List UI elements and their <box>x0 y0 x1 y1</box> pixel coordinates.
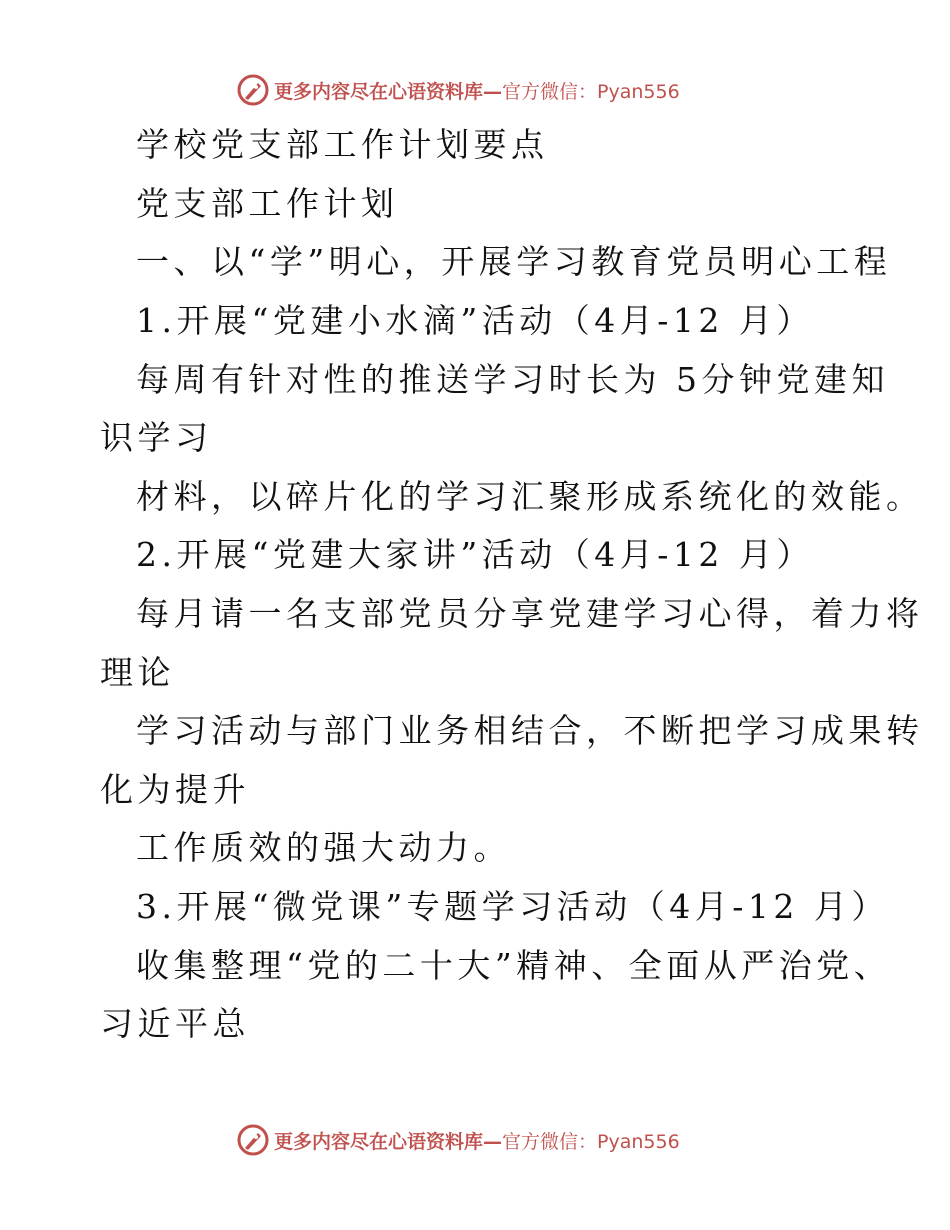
banner-wechat: 官方微信：Pyan556 <box>502 80 680 103</box>
paragraph-line: 学习活动与部门业务相结合，不断把学习成果转 <box>136 711 924 750</box>
banner-wechat: 官方微信：Pyan556 <box>502 1130 680 1153</box>
item-heading: 2.开展“党建大家讲”活动（4月-12 月） <box>136 535 814 574</box>
paragraph-line: 每周有针对性的推送学习时长为 5分钟党建知 <box>136 360 889 399</box>
banner-text: 更多内容尽在心语资料库— <box>274 80 503 103</box>
document-title: 学校党支部工作计划要点 <box>136 125 549 164</box>
paragraph-line: 习近平总 <box>100 1004 250 1043</box>
item-heading: 3.开展“微党课”专题学习活动（4月-12 月） <box>136 887 889 926</box>
paragraph-line: 收集整理“党的二十大”精神、全面从严治党、 <box>136 946 892 985</box>
pen-nib-logo-icon <box>236 1123 270 1157</box>
paragraph-line: 理论 <box>100 653 175 692</box>
pen-nib-logo-icon <box>236 73 270 107</box>
paragraph-line: 材料，以碎片化的学习汇聚形成系统化的效能。 <box>136 477 924 516</box>
paragraph-line: 每月请一名支部党员分享党建学习心得，着力将 <box>136 594 924 633</box>
header-banner <box>236 72 680 108</box>
footer-banner <box>236 1122 680 1158</box>
banner-text: 更多内容尽在心语资料库— <box>274 1130 503 1153</box>
document-subtitle: 党支部工作计划 <box>136 184 399 223</box>
section-heading: 一、以“学”明心，开展学习教育党员明心工程 <box>136 242 892 281</box>
paragraph-line: 工作质效的强大动力。 <box>136 828 511 867</box>
paragraph-line: 化为提升 <box>100 770 250 809</box>
paragraph-line: 识学习 <box>100 418 213 457</box>
item-heading: 1.开展“党建小水滴”活动（4月-12 月） <box>136 301 814 340</box>
